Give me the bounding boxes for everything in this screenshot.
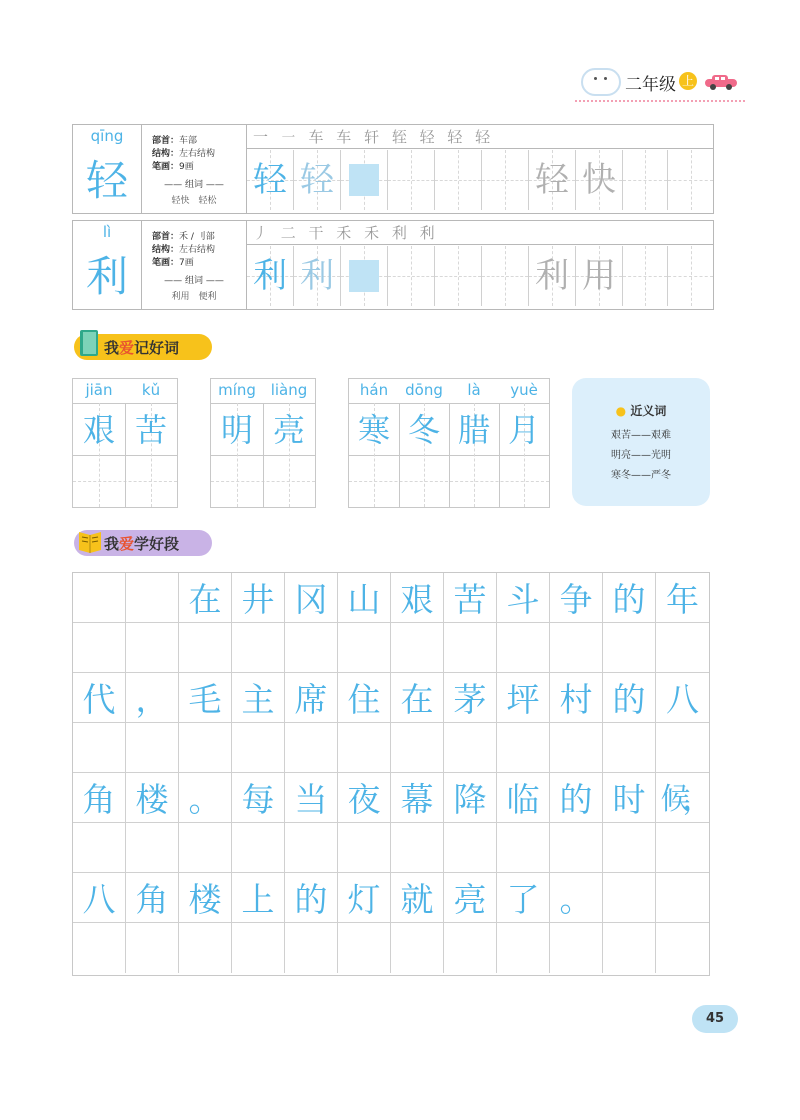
practice-cell (341, 150, 388, 210)
grid-cell: 。 (179, 773, 232, 823)
lightbulb-icon: ● (615, 404, 627, 418)
practice-cell: 快 (576, 150, 623, 210)
paragraph-grid (72, 572, 710, 976)
practice-cell[interactable] (668, 150, 713, 210)
grid-cell: 就 (391, 873, 444, 923)
grid-cell: 斗 (497, 573, 550, 623)
grade-label: 二年级 (625, 75, 676, 95)
grid-cell: 角 (73, 773, 126, 823)
char-big: 轻 (85, 156, 128, 205)
vocab-pinyin: dōng (405, 381, 443, 399)
vocab-group-mingliang (210, 378, 316, 508)
vocab-char: 明 (220, 411, 253, 449)
vocab-char: 寒 (357, 411, 390, 449)
vocab-pinyin: là (467, 381, 481, 399)
page-header (575, 60, 745, 102)
stroke-order: 一 ㇐ 车 车 轩 轾 轻 轻 轻 (247, 125, 713, 149)
grid-cell: 代 (73, 673, 126, 723)
grid-cell (603, 873, 656, 923)
grid-cell (73, 573, 126, 623)
grid-cell: 住 (338, 673, 391, 723)
grid-cell (126, 573, 179, 623)
page-number: 45 (692, 1005, 738, 1033)
grid-cell: 的 (603, 673, 656, 723)
paragraph-row (73, 573, 709, 673)
grid-cell: 年 (656, 573, 709, 623)
grid-cell: 在 (179, 573, 232, 623)
tracing-block (349, 164, 379, 196)
practice-cell: 轻 (294, 150, 341, 210)
section-banner-paragraph: 我爱学好段 (74, 530, 212, 556)
vocab-pinyin: liàng (270, 381, 308, 399)
practice-cell[interactable] (623, 246, 668, 306)
practice-cell[interactable] (668, 246, 713, 306)
char-info: 部首：车部 结构：左右结构 笔画：9画 —— 组词 —— 轻快 轻松 (142, 125, 247, 213)
practice-cell[interactable] (435, 150, 482, 210)
char-big: 利 (85, 252, 128, 301)
grid-cell: 上 (232, 873, 285, 923)
char-pinyin: qīng (90, 127, 124, 145)
vocab-char: 冬 (407, 411, 440, 449)
vocab-char: 苦 (134, 411, 167, 449)
practice-cell[interactable] (482, 150, 529, 210)
radical: 车部 (179, 136, 198, 146)
grid-cell: 楼 (126, 773, 179, 823)
stroke-count: 7画 (179, 258, 194, 268)
stroke-count: 9画 (179, 162, 194, 172)
char-info: 部首：禾 / 刂部 结构：左右结构 笔画：7画 —— 组词 —— 利用 便利 (142, 221, 247, 309)
grid-cell: 角 (126, 873, 179, 923)
practice-cells (247, 246, 713, 306)
structure: 左右结构 (179, 245, 216, 255)
grid-cell: 当 (285, 773, 338, 823)
open-book-icon (78, 524, 102, 554)
char-head (73, 125, 142, 213)
grid-cell: 。 (550, 873, 603, 923)
grid-cell: 毛 (179, 673, 232, 723)
grid-cell: 坪 (497, 673, 550, 723)
grid-cell: 幕 (391, 773, 444, 823)
vocab-pinyin: hán (359, 381, 389, 399)
practice-cell[interactable] (388, 246, 435, 306)
practice-cell (341, 246, 388, 306)
term-badge: 上 (679, 72, 697, 90)
char-card-qing (72, 124, 714, 214)
grid-cell: 亮 (444, 873, 497, 923)
grid-cell: 争 (550, 573, 603, 623)
practice-cell[interactable] (482, 246, 529, 306)
grid-cell: 井 (232, 573, 285, 623)
header-divider (575, 100, 745, 102)
char-card-li (72, 220, 714, 310)
grid-cell: 灯 (338, 873, 391, 923)
practice-cell: 轻 (247, 150, 294, 210)
grid-cell: 的 (285, 873, 338, 923)
paragraph-row (73, 673, 709, 773)
grid-cell: 苦 (444, 573, 497, 623)
char-head (73, 221, 142, 309)
vocab-group-jianku (72, 378, 178, 508)
grid-cell: 主 (232, 673, 285, 723)
grid-cell: 八 (73, 873, 126, 923)
vocab-char: 月 (507, 411, 540, 449)
vocab-pinyin: jiān (85, 381, 113, 399)
words: 利用 便利 (171, 292, 217, 302)
synonym-row: 寒冬——严冬 (611, 470, 671, 481)
vocab-pinyin: kǔ (141, 381, 161, 399)
section-banner-words: 我爱记好词 (74, 334, 212, 360)
grid-cell: 时 (603, 773, 656, 823)
practice-cell: 用 (576, 246, 623, 306)
practice-cell[interactable] (435, 246, 482, 306)
practice-cell: 利 (529, 246, 576, 306)
practice-cell: 利 (294, 246, 341, 306)
stroke-order: 丿 二 干 禾 禾 利 利 (247, 221, 713, 245)
grid-cell: 席 (285, 673, 338, 723)
grid-cell: 的 (550, 773, 603, 823)
vocab-char: 腊 (457, 411, 490, 449)
grid-cell: 冈 (285, 573, 338, 623)
practice-cell: 利 (247, 246, 294, 306)
grid-cell: 临 (497, 773, 550, 823)
grid-cell: 每 (232, 773, 285, 823)
synonym-row: 艰苦——艰难 (611, 430, 671, 441)
vocab-group-handong (348, 378, 550, 508)
vocab-pinyin: yuè (510, 381, 538, 399)
paragraph-row (73, 873, 709, 973)
grid-cell: 山 (338, 573, 391, 623)
words-title: —— 组词 —— (164, 180, 224, 190)
vocab-char: 艰 (82, 411, 115, 449)
book-icon (78, 328, 102, 358)
grid-cell: 楼 (179, 873, 232, 923)
paragraph-row (73, 773, 709, 873)
synonyms-title: ● 近义词 (615, 404, 667, 418)
vocab-pinyin: míng (218, 381, 256, 399)
structure: 左右结构 (179, 149, 216, 159)
tracing-block (349, 260, 379, 292)
grid-cell: 夜 (338, 773, 391, 823)
char-pinyin: lì (102, 223, 112, 241)
grid-cell: 在 (391, 673, 444, 723)
grid-cell: ， (126, 673, 179, 723)
grid-cell: 村 (550, 673, 603, 723)
practice-cells (247, 150, 713, 210)
grid-cell: 降 (444, 773, 497, 823)
practice-cell[interactable] (388, 150, 435, 210)
practice-cell: 轻 (529, 150, 576, 210)
synonyms-box (572, 378, 710, 506)
vocab-char: 亮 (272, 411, 305, 449)
practice-cell[interactable] (623, 150, 668, 210)
grid-cell (656, 873, 709, 923)
grid-cell: 的 (603, 573, 656, 623)
words-title: —— 组词 —— (164, 276, 224, 286)
grid-cell: 候， (656, 773, 709, 823)
grid-cell: 茅 (444, 673, 497, 723)
grid-cell: 八 (656, 673, 709, 723)
radical: 禾 / 刂部 (179, 232, 215, 242)
grid-cell: 了 (497, 873, 550, 923)
grid-cell: 艰 (391, 573, 444, 623)
words: 轻快 轻松 (171, 196, 217, 206)
synonym-row: 明亮——光明 (611, 450, 671, 461)
car-icon (703, 74, 739, 90)
cloud-mascot-icon (581, 68, 621, 96)
